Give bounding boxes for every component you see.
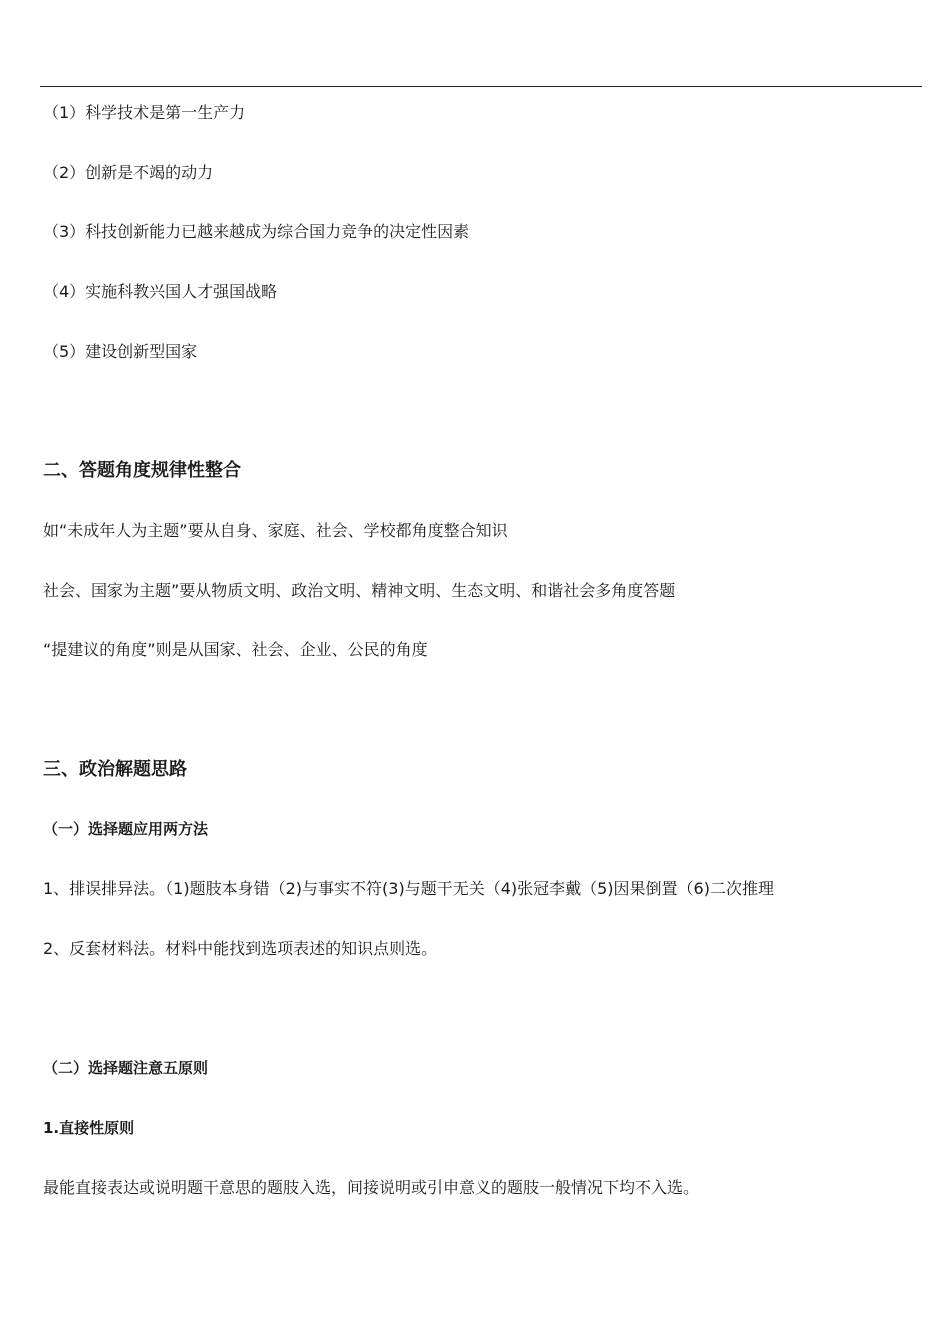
- section-heading: 三、政治解题思路: [43, 759, 187, 780]
- paragraph: 1、排误排异法。（1)题肢本身错（2)与事实不符(3)与题干无关（4)张冠李戴（5)因果倒置（6)二次推理: [43, 879, 774, 898]
- list-item: （2）创新是不竭的动力: [43, 163, 214, 182]
- paragraph: 如“未成年人为主题”要从自身、家庭、社会、学校都角度整合知识: [43, 521, 508, 540]
- section-heading: 二、答题角度规律性整合: [43, 460, 241, 481]
- paragraph: 社会、国家为主题”要从物质文明、政治文明、精神文明、生态文明、和谐社会多角度答题: [43, 581, 676, 600]
- header-rule: [40, 86, 922, 87]
- paragraph: “提建议的角度”则是从国家、社会、企业、公民的角度: [43, 640, 428, 659]
- subsection-heading: （二）选择题注意五原则: [43, 1059, 209, 1077]
- paragraph: 2、反套材料法。材料中能找到选项表述的知识点则选。: [43, 939, 438, 958]
- paragraph: 最能直接表达或说明题干意思的题肢入选，间接说明或引申意义的题肢一般情况下均不入选。: [43, 1178, 700, 1197]
- list-item: （4）实施科教兴国人才强国战略: [43, 282, 278, 301]
- list-item: （3）科技创新能力已越来越成为综合国力竞争的决定性因素: [43, 222, 470, 241]
- subsection-heading: （一）选择题应用两方法: [43, 820, 209, 838]
- principle-heading: 1.直接性原则: [43, 1119, 135, 1137]
- list-item: （5）建设创新型国家: [43, 342, 198, 361]
- list-item: （1）科学技术是第一生产力: [43, 103, 246, 122]
